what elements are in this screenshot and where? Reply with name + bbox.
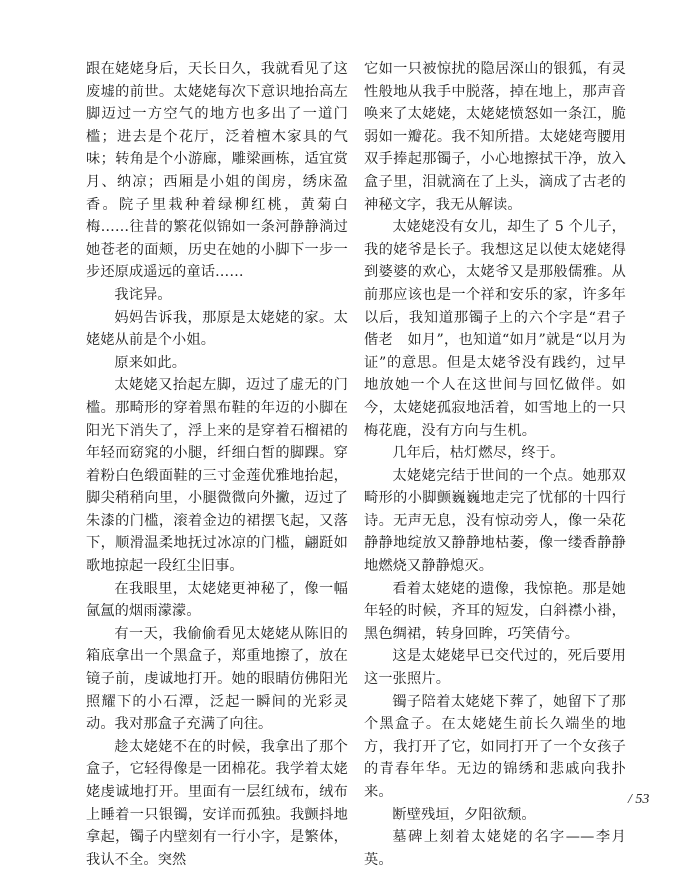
paragraph: 几年后，枯灯燃尽，终于。	[392, 445, 565, 462]
paragraph: 在我眼里，太姥姥更神秘了，像一幅氤氲的烟雨濛濛。	[86, 580, 348, 620]
left-text-column	[86, 58, 348, 871]
paragraph: 太姥姥又抬起左脚，迈过了虚无的门槛。那畸形的穿着黑布鞋的年迈的小脚在阳光下消失了，浮上来的是穿着石榴裙的年轻而窈窕的小腿，纤细白皙的脚踝。穿着粉白色缎面鞋的三寸金莲优雅地抬起，脚尖稍稍向里，小腿微微向外撇，迈过了朱漆的门槛，滚着金边的裙摆飞起，又落下，顺滑温柔地抚过冰凉的门槛，翩跹如歌地掠起一段红尘旧事。	[86, 377, 348, 575]
paragraph: 趁太姥姥不在的时候，我拿出了那个盒子，它轻得像是一团棉花。我学着太姥姥虔诚地打开。里面有一层红绒布，绒布上睡着一只银镯，安详而孤独。我颤抖地拿起，镯子内壁刻有一行小字，是繁体，我认不全。突然	[86, 738, 348, 868]
paragraph: 太姥姥完结于世间的一个点。她那双畸形的小脚颤巍巍地走完了忧郁的十四行诗。无声无息，没有惊动旁人，像一朵花静静地绽放又静静地枯萎，像一缕香静静地燃烧又静静熄灭。	[364, 467, 626, 575]
page-number: / 53	[628, 792, 650, 807]
paragraph: 墓碑上刻着太姥姥的名字——李月英。	[364, 829, 626, 868]
paragraph: 这是太姥姥早已交代过的，死后要用这一张照片。	[364, 648, 626, 688]
paragraph: 太姥姥没有女儿，却生了 5 个儿子，我的姥爷是长子。我想这足以使太姥姥得到婆婆的欢心，太姥爷又是那般儒雅。从前那应该也是一个祥和安乐的家，许多年以后，我知道那镯子上的六个字是“君子偕老 如月”，也知道“如月”就是“以月为证”的意思。但是太姥爷没有践约，过早地放她一个人在这世间与回忆做伴。如今，太姥姥孤寂地活着，如雪地上的一只梅花鹿，没有方向与生机。	[364, 219, 626, 439]
paragraph: 有一天，我偷偷看见太姥姥从陈旧的箱底拿出一个黑盒子，郑重地擦了，放在镜子前，虔诚地打开。她的眼睛仿佛阳光照耀下的小石潭，泛起一瞬间的光彩灵动。我对那盒子充满了向往。	[86, 625, 348, 733]
paragraph: 看着太姥姥的遗像，我惊艳。那是她年轻的时候，齐耳的短发，白斜襟小褂，黑色绸裙，转身回眸，巧笑倩兮。	[364, 580, 626, 642]
paragraph: 它如一只被惊扰的隐居深山的银狐，有灵性般地从我手中脱落，掉在地上，那声音唤来了太姥姥，太姥姥愤怒如一条江，脆弱如一瓣花。我不知所措。太姥姥弯腰用双手捧起那镯子，小心地擦拭干净，放入盒子里，泪就滴在了上头，滴成了古老的神秘文字，我无从解读。	[364, 61, 626, 213]
paragraph: 镯子陪着太姥姥下葬了，她留下了那个黑盒子。在太姥姥生前长久端坐的地方，我打开了它，如同打开了一个女孩子的青春年华。无边的锦绣和悲戚向我扑来。	[364, 693, 626, 800]
paragraph: 断壁残垣，夕阳欲颓。	[392, 806, 536, 823]
paragraph: 原来如此。	[114, 354, 187, 371]
right-text-column	[364, 58, 626, 871]
paragraph: 妈妈告诉我，那原是太姥姥的家。太姥姥从前是个小姐。	[86, 309, 348, 349]
paragraph: 我诧异。	[114, 286, 172, 303]
paragraph: 跟在姥姥身后，天长日久，我就看见了这废墟的前世。太姥姥每次下意识地抬高左脚迈过一方空气的地方也多出了一道门槛；进去是个花厅，泛着檀木家具的气味；转角是个小游廊，雕梁画栋，适宜赏月、纳凉；西厢是小姐的闺房，绣床盈香。院子里栽种着绿柳红桃，黄菊白梅……往昔的繁花似锦如一条河静静淌过她苍老的面颊，历史在她的小脚下一步一步还原成遥远的童话……	[86, 61, 348, 281]
